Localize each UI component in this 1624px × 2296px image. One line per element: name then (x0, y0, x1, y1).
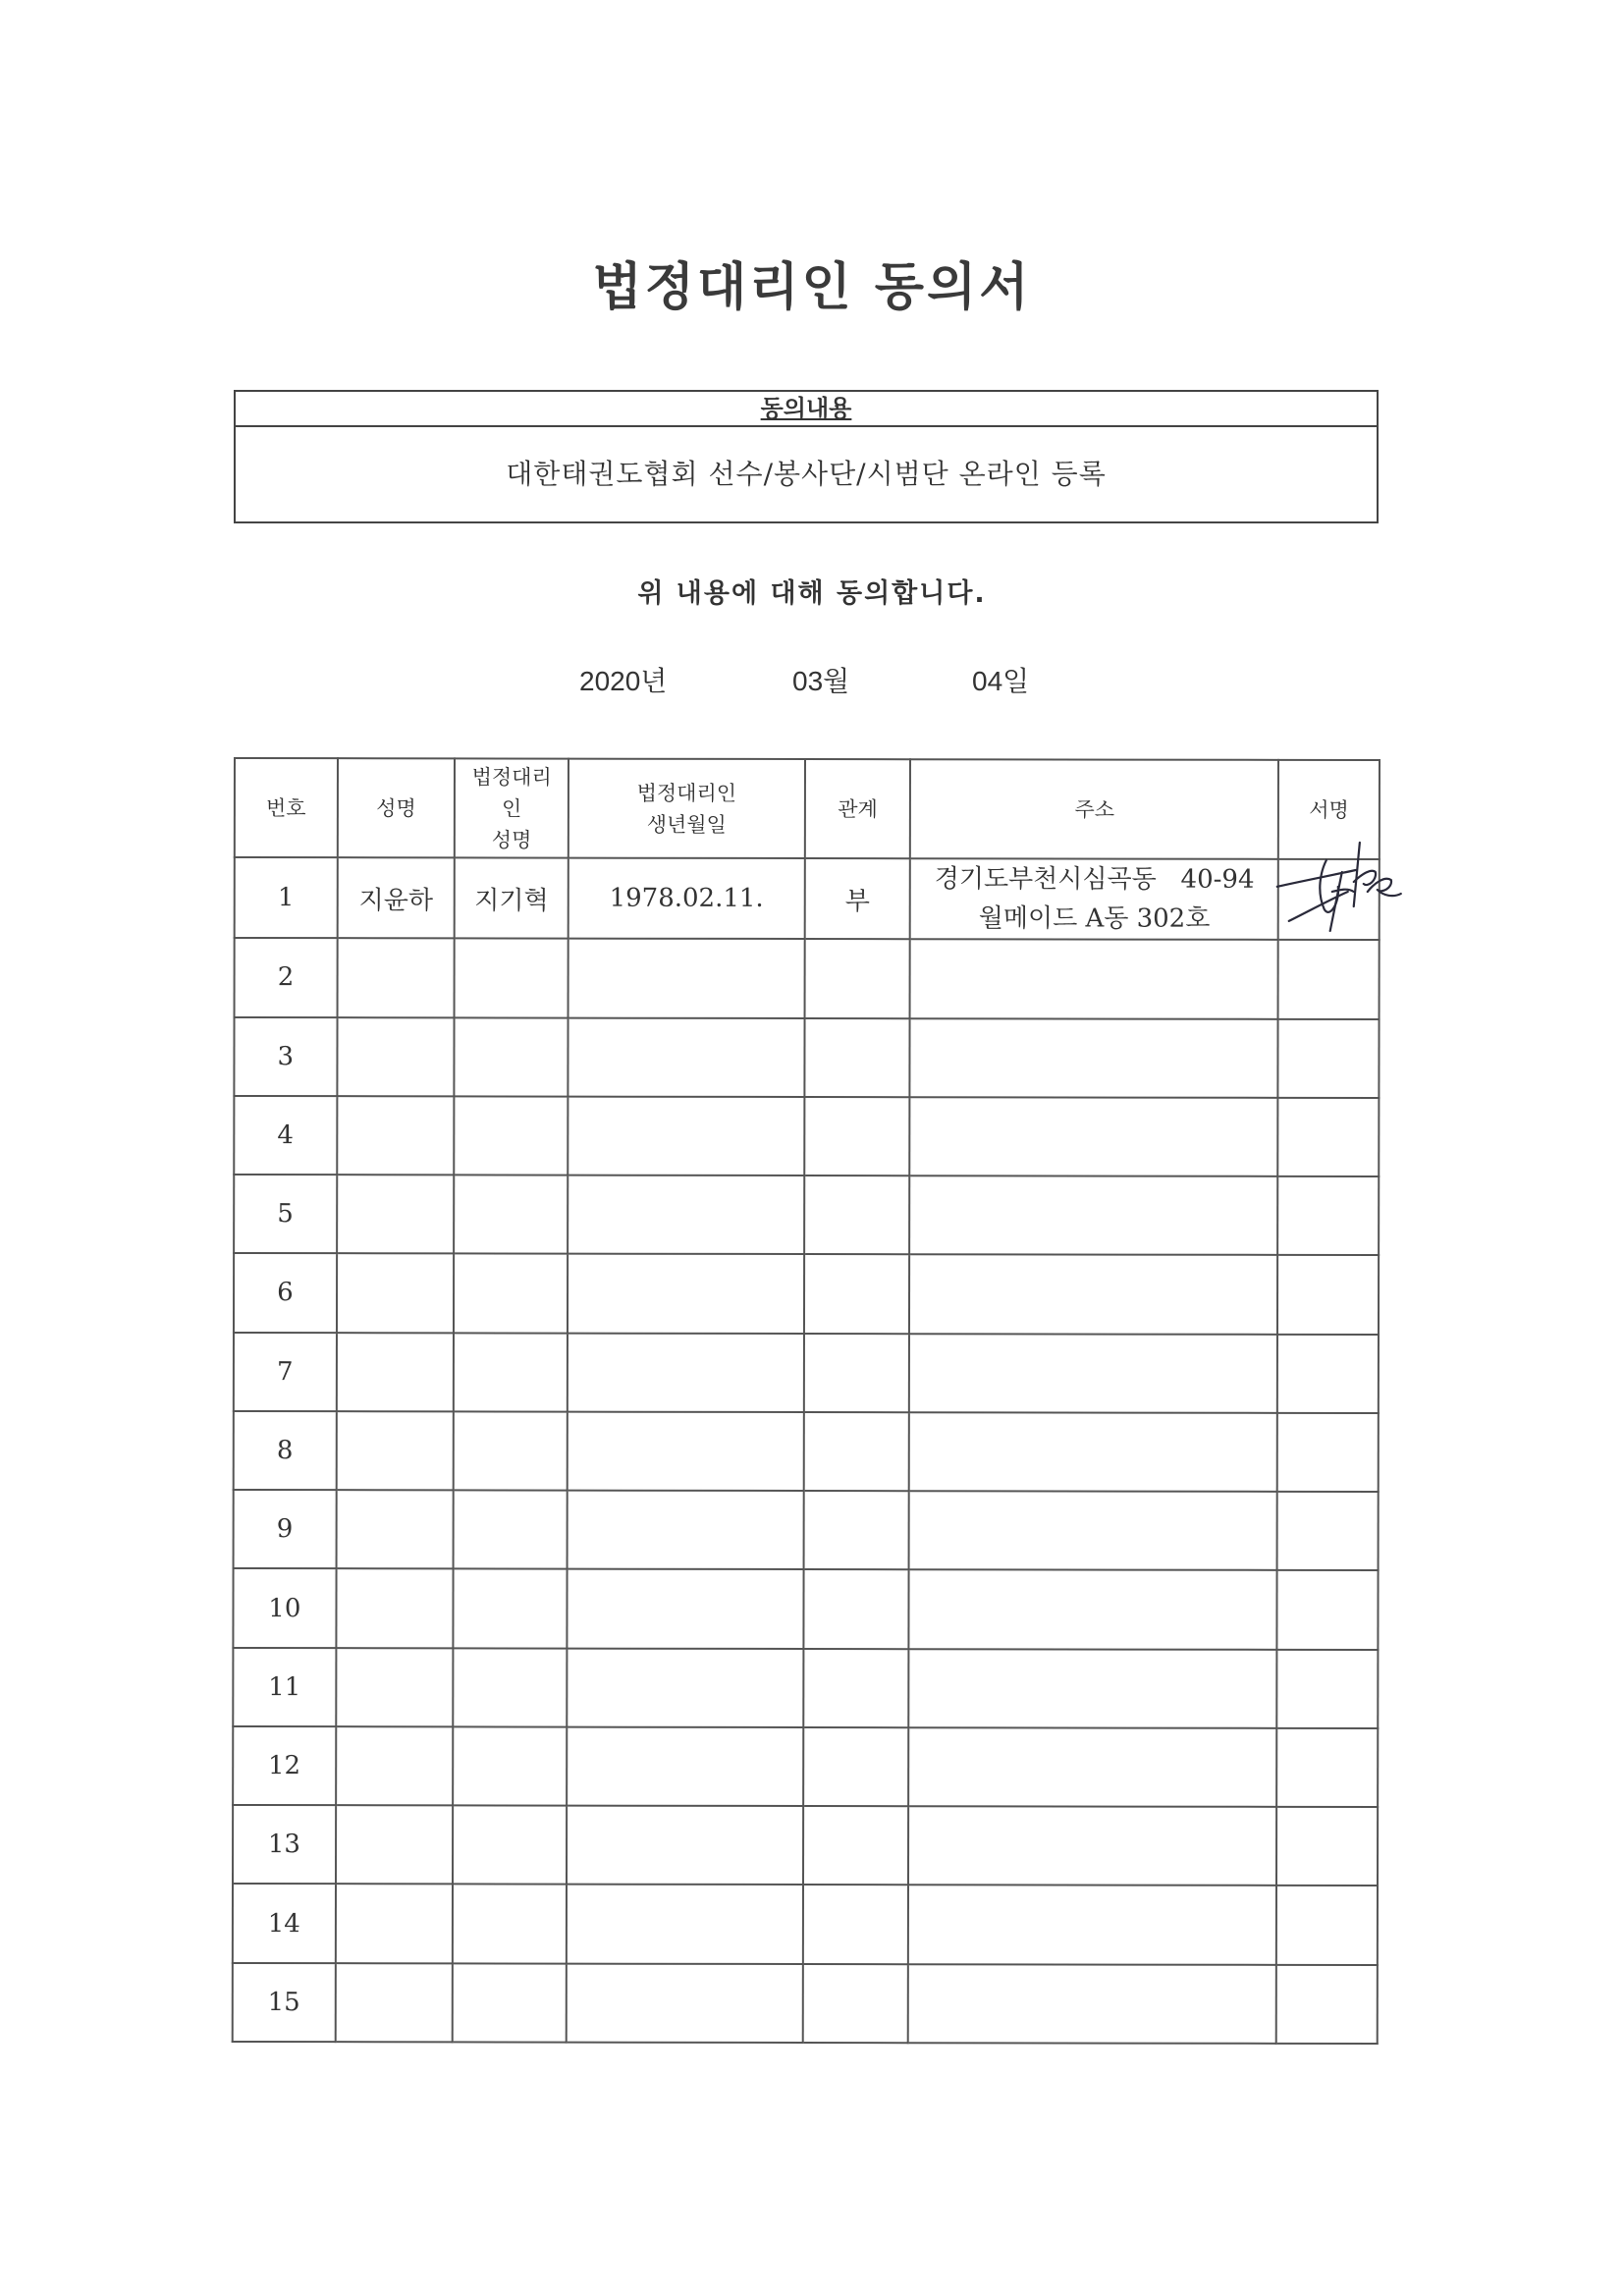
header-no: 번호 (235, 758, 338, 857)
date-month: 03월 (792, 666, 850, 696)
table-row: 14 (233, 1884, 1378, 1964)
address-line-1: 경기도부천시심곡동 40-94 (934, 864, 1255, 895)
header-guardian-name: 법정대리 인 성명 (455, 758, 568, 857)
header-name: 성명 (338, 758, 456, 857)
cell-name: 지윤하 (337, 857, 455, 938)
consent-text: 대한태권도협회 선수/봉사단/시범단 온라인 등록 (506, 458, 1107, 490)
consent-header (236, 392, 1377, 427)
consent-header-label: 동의내용 (760, 395, 852, 422)
table-row: 13 (233, 1805, 1378, 1886)
registration-table (232, 757, 1380, 2045)
table-row: 4 (234, 1096, 1379, 1176)
table-row: 8 (234, 1411, 1379, 1492)
header-relation: 관계 (805, 759, 911, 858)
table-row: 3 (234, 1017, 1379, 1098)
table-row: 6 (234, 1253, 1379, 1334)
consent-content-box (234, 390, 1379, 523)
table-row: 9 (234, 1490, 1379, 1570)
table-header-row (235, 758, 1380, 859)
table-row: 5 (234, 1175, 1379, 1255)
table-row (235, 857, 1380, 940)
cell-guardian-name: 지기혁 (455, 857, 568, 938)
handwritten-signature-icon (1270, 833, 1417, 941)
table-row: 10 (233, 1568, 1378, 1649)
table-row: 7 (234, 1333, 1379, 1413)
document-title: 법정대리인 동의서 (592, 258, 1032, 317)
date-year: 2020년 (579, 666, 668, 696)
table-row: 12 (233, 1726, 1378, 1807)
cell-relation: 부 (804, 858, 910, 939)
header-guardian-birth: 법정대리인 생년월일 (568, 759, 805, 858)
cell-no: 1 (235, 857, 338, 938)
table-row: 15 (233, 1963, 1378, 2044)
cell-address (910, 858, 1278, 940)
header-signature: 서명 (1278, 760, 1380, 859)
agree-statement: 위 내용에 대해 동의합니다. (637, 578, 987, 609)
address-line-2: 월메이드 A동 302호 (978, 903, 1211, 934)
cell-signature (1278, 859, 1380, 940)
cell-guardian-birth: 1978.02.11. (568, 858, 805, 940)
table-row: 11 (233, 1648, 1378, 1728)
date-day: 04일 (972, 666, 1030, 696)
header-address: 주소 (910, 759, 1278, 859)
table-row: 2 (235, 938, 1380, 1018)
